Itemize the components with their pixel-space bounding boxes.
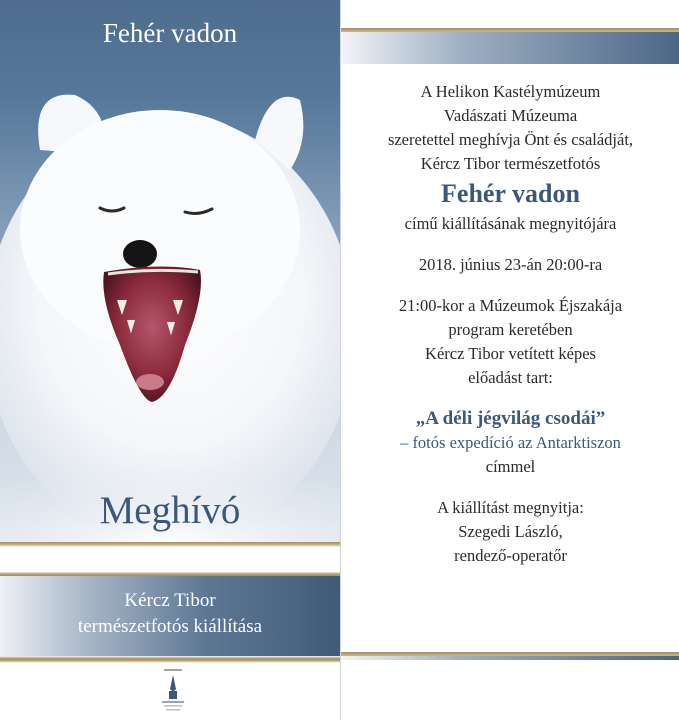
program-line: program keretében (448, 320, 573, 339)
intro-line: A Helikon Kastélymúzeum (420, 82, 601, 101)
program-line: Kércz Tibor vetített képes (425, 344, 596, 363)
gold-divider-bottom (0, 656, 340, 664)
fox-illustration (0, 0, 340, 545)
lecture-title: „A déli jégvilág csodái” (415, 408, 606, 429)
right-panel (340, 0, 679, 720)
exhibition-title: Fehér vadon (441, 179, 580, 208)
intro-line: Kércz Tibor természetfotós (420, 154, 601, 173)
subtitle-box (0, 576, 340, 656)
lecture-suffix: címmel (485, 457, 536, 476)
left-title: Fehér vadon (102, 18, 238, 48)
lecture-subtitle: – fotós expedíció az Antarktiszon (400, 433, 621, 452)
bottom-decorative-bar (341, 652, 679, 682)
opener-line: rendező-operatőr (454, 546, 567, 565)
opener-line: Szegedi László, (458, 522, 563, 541)
intro-line: Vadászati Múzeuma (443, 106, 578, 125)
exhibition-suffix: című kiállításának megnyitójára (404, 214, 617, 233)
gold-divider (0, 542, 340, 576)
opener-line: A kiállítást megnyitja: (437, 498, 584, 517)
exhibition-subtitle: természetfotós kiállítása (77, 616, 263, 637)
event-date: 2018. június 23-án 20:00-ra (418, 255, 603, 274)
program-line: előadást tart: (468, 368, 553, 387)
invitation-heading: Meghívó (99, 489, 241, 532)
photographer-name: Kércz Tibor (124, 590, 216, 611)
museum-logo-icon (158, 667, 188, 715)
intro-line: szeretettel meghívja Önt és családját, (387, 130, 634, 149)
top-decorative-bar (341, 28, 679, 64)
program-line: 21:00-kor a Múzeumok Éjszakája (398, 296, 623, 315)
arctic-fox-photo (0, 0, 340, 545)
invitation-body (341, 80, 679, 568)
